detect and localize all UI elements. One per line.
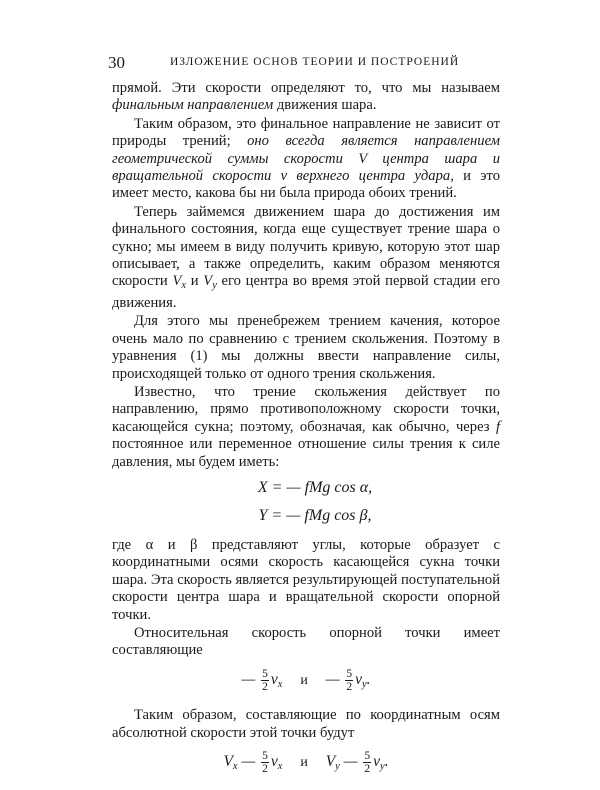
eq3-fraction-1 xyxy=(261,668,269,693)
eq3-end: . xyxy=(366,670,371,688)
eq3-minus-2: — xyxy=(325,670,340,688)
p2-emphasis: оно всегда является направлением геометрической суммы скорости V центра шара и вращательной скорости v верхнего центра удара xyxy=(112,133,500,185)
paragraph-3 xyxy=(112,204,500,312)
vy-subscript: y xyxy=(212,280,217,292)
paragraph-8: Таким образом, составляющие по координатным осям абсолютной скорости этой точки будут xyxy=(112,707,500,741)
page-number: 30 xyxy=(108,53,125,72)
running-title: ИЗЛОЖЕНИЕ ОСНОВ ТЕОРИИ И ПОСТРОЕНИЙ xyxy=(170,56,460,68)
velocity-vx xyxy=(172,273,187,292)
page-header xyxy=(108,53,506,73)
p5-text-b: постоянное или переменное отношение силы трения к силе давления, мы будем иметь: xyxy=(112,436,500,470)
eq3-sub-x: x xyxy=(277,678,283,690)
p3-and: и xyxy=(186,273,204,290)
eq4-den-1: 2 xyxy=(262,763,268,776)
eq4-den-2: 2 xyxy=(364,763,371,776)
eq3-num-2: 5 xyxy=(346,667,353,680)
eq4-end: . xyxy=(384,753,389,771)
eq4-v-1: v xyxy=(270,753,278,771)
p3-text-a: Теперь займемся движением шара до достижения им финального состояния, когда еще существует трение шара о сукно; мы имеем в виду получить кривую, которую этот шар описывает, а также определить, каким образом меняются скорости xyxy=(112,203,500,290)
eq3-minus-1: — xyxy=(241,670,256,688)
eq3-v-1: v xyxy=(270,670,278,688)
equation-x: X = — fMg cos α, xyxy=(257,478,373,496)
p2-text-a: Таким образом, это финальное направление не зависит от природы трений; xyxy=(112,115,500,150)
eq4-V-sub-y: y xyxy=(335,761,340,773)
eq3-v-2: v xyxy=(355,670,362,688)
paragraph-2 xyxy=(112,116,500,203)
p5-text-a: Известно, что трение скольжения действует по направлению, прямо противоположному скорости точки, касающейся сукна; поэтому, обозначая, как обычно, через xyxy=(112,383,500,435)
eq4-num-1: 5 xyxy=(262,750,268,763)
p5-f-symbol: f xyxy=(495,418,500,435)
eq3-num-1: 5 xyxy=(262,667,268,680)
page-body xyxy=(112,80,500,790)
p1-emphasis: финальным направлением xyxy=(112,97,274,114)
eq4-fraction-2 xyxy=(363,750,371,775)
p1-text-c: движения шара. xyxy=(273,97,377,114)
equation-relative-components xyxy=(112,668,500,693)
eq4-and: и xyxy=(300,755,308,771)
paragraph-4: Для этого мы пренебрежем трением качения, которое очень мало по сравнению с трением скольжения. Поэтому в уравнения (1) мы должны ввести направление силы, происходящей только от одного трения скольжения. xyxy=(112,313,500,382)
p2-text-c: , и это имеет место, какова бы ни была природа обоих трений. xyxy=(112,168,500,202)
p3-text-b: его центра во время этой первой стадии его движения. xyxy=(112,273,500,311)
eq4-num-2: 5 xyxy=(364,750,371,763)
eq3-fraction-2 xyxy=(345,668,353,693)
paragraph-5 xyxy=(112,384,500,471)
equation-y: Y = — fMg cos β, xyxy=(258,506,372,524)
eq4-v-2: v xyxy=(373,753,381,771)
eq4-fraction-1 xyxy=(261,750,269,775)
eq4-V-sub-x: x xyxy=(232,761,238,773)
p1-text-a: прямой. Эти скорости определяют то, что мы называем xyxy=(112,80,500,96)
velocity-vy xyxy=(203,273,217,292)
vx-letter: V xyxy=(172,273,182,290)
eq4-minus-2: — xyxy=(343,753,358,771)
vy-letter: V xyxy=(203,273,213,290)
eq4-v-sub-x: x xyxy=(277,761,283,773)
eq3-den-1: 2 xyxy=(262,680,268,693)
p6-text: где α и β представляют углы, которые образует с координатными осями скорость касающейся сукна точки шара. Эта скорость является результирующей поступательной скорости центра шара и вращательной скорости опорной точки. xyxy=(112,536,500,623)
eq4-v-sub-y: y xyxy=(380,761,385,773)
equation-absolute-components xyxy=(112,750,500,775)
eq4-V-2: V xyxy=(325,753,336,771)
vx-subscript: x xyxy=(181,280,187,292)
paragraph-6 xyxy=(112,537,500,624)
eq3-and: и xyxy=(300,672,308,688)
eq3-den-2: 2 xyxy=(346,680,353,693)
paragraph-7: Относительная скорость опорной точки имеет составляющие xyxy=(112,624,500,659)
eq4-V-1: V xyxy=(223,753,233,771)
eq3-sub-y: y xyxy=(362,678,367,690)
paragraph-1 xyxy=(112,80,500,115)
eq4-minus-1: — xyxy=(241,753,256,771)
